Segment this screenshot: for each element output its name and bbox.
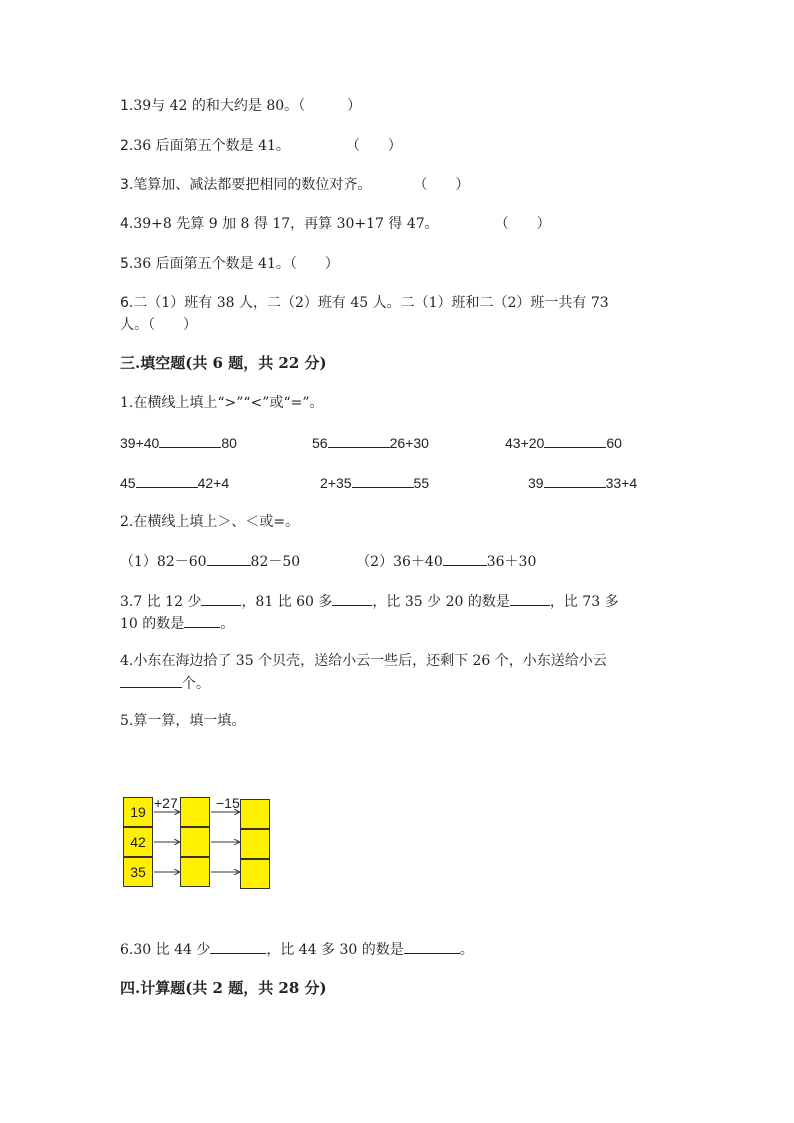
fill-q6: 6.30 比 44 少 ，比 44 多 30 的数是 。 bbox=[120, 939, 474, 960]
judge-item-2: 2.36 后面第五个数是 41。 （ ） bbox=[120, 138, 402, 154]
judge-item-6-cont: 人。（ ） bbox=[120, 317, 197, 333]
judge-item-1: 1.39与 42 的和大约是 80。（ ） bbox=[120, 98, 362, 114]
answer-blank[interactable] bbox=[332, 591, 372, 606]
answer-box[interactable] bbox=[180, 857, 210, 887]
compare-item: 45 42+4 bbox=[120, 475, 230, 491]
input-box: 42 bbox=[123, 827, 153, 857]
answer-blank[interactable] bbox=[544, 473, 606, 488]
answer-blank[interactable] bbox=[328, 433, 390, 448]
answer-box[interactable] bbox=[240, 799, 270, 829]
fill-q1-title: 1.在横线上填上“>”“<”或“=”。 bbox=[120, 395, 324, 411]
answer-blank[interactable] bbox=[184, 613, 220, 628]
compare-item: 39 33+4 bbox=[528, 475, 638, 491]
answer-blank[interactable] bbox=[510, 591, 550, 606]
answer-blank[interactable] bbox=[443, 551, 487, 566]
judge-item-6: 6.二（1）班有 38 人，二（2）班有 45 人。二（1）班和二（2）班一共有 73 bbox=[120, 295, 609, 311]
answer-blank[interactable] bbox=[136, 473, 198, 488]
compare-item: 39+40 80 bbox=[120, 435, 237, 451]
fill-q2-items: （1）82－60 82－50 （2）36＋40 36＋30 bbox=[120, 551, 536, 572]
answer-blank[interactable] bbox=[404, 939, 460, 954]
answer-blank[interactable] bbox=[210, 939, 266, 954]
fill-q5-title: 5.算一算，填一填。 bbox=[120, 713, 246, 729]
fill-q4-line1: 4.小东在海边拾了 35 个贝壳，送给小云一些后，还剩下 26 个，小东送给小云 bbox=[120, 653, 607, 669]
answer-blank[interactable] bbox=[201, 591, 241, 606]
answer-blank[interactable] bbox=[544, 433, 606, 448]
judge-item-4: 4.39+8 先算 9 加 8 得 17，再算 30+17 得 47。 （ ） bbox=[120, 216, 551, 232]
answer-box[interactable] bbox=[180, 797, 210, 827]
answer-blank[interactable] bbox=[159, 433, 221, 448]
fill-q4-line2: 个。 bbox=[120, 673, 210, 694]
answer-blank[interactable] bbox=[207, 551, 251, 566]
judge-item-3: 3.笔算加、减法都要把相同的数位对齐。 （ ） bbox=[120, 177, 470, 193]
fill-q2-title: 2.在横线上填上＞、＜或=。 bbox=[120, 514, 300, 530]
calc-chain-diagram bbox=[110, 790, 290, 900]
fill-q3-line1: 3.7 比 12 少 ，81 比 60 多 ，比 35 少 20 的数是 ，比 73 多 bbox=[120, 591, 619, 612]
answer-box[interactable] bbox=[180, 827, 210, 857]
compare-item: 43+20 60 bbox=[505, 435, 622, 451]
answer-box[interactable] bbox=[240, 829, 270, 859]
answer-box[interactable] bbox=[240, 859, 270, 889]
section-4-title: 四.计算题(共 2 题，共 28 分) bbox=[120, 979, 327, 997]
answer-blank[interactable] bbox=[120, 673, 182, 688]
answer-blank[interactable] bbox=[352, 473, 414, 488]
judge-item-5: 5.36 后面第五个数是 41。（ ） bbox=[120, 256, 339, 272]
section-3-title: 三.填空题(共 6 题，共 22 分) bbox=[120, 354, 327, 372]
input-box: 35 bbox=[123, 857, 153, 887]
compare-item: 56 26+30 bbox=[312, 435, 429, 451]
input-box: 19 bbox=[123, 797, 153, 827]
op-plus-label: +27 bbox=[154, 795, 178, 811]
compare-item: 2+35 55 bbox=[320, 475, 430, 491]
fill-q3-line2: 10 的数是 。 bbox=[120, 613, 234, 634]
op-minus-label: −15 bbox=[216, 795, 240, 811]
